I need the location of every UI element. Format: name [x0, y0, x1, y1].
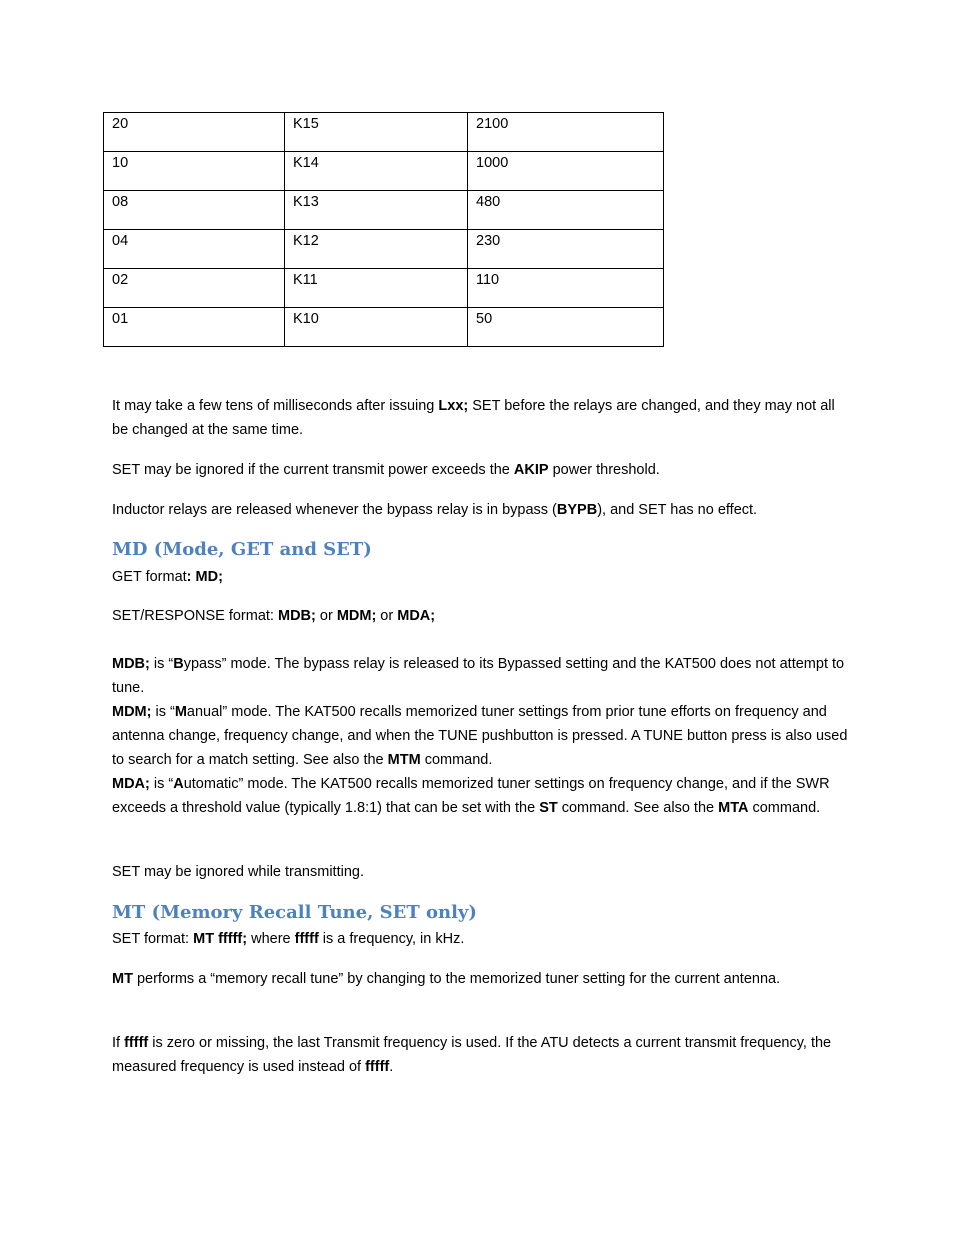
text-run: SET format: — [112, 931, 194, 947]
mt-set-format — [112, 927, 852, 951]
command-ref: Lxx; — [438, 398, 469, 414]
table-row — [104, 269, 664, 308]
text-run: command. — [748, 800, 821, 816]
command-ref: MTM — [387, 752, 421, 768]
text-run: SET may be ignored if the current transmit power exceeds the — [112, 462, 514, 478]
table-cell: K12 — [285, 230, 468, 269]
table-cell: 50 — [468, 308, 664, 347]
table-cell: K11 — [285, 269, 468, 308]
command-ref: AKIP — [513, 462, 549, 478]
section-heading-mt: MT (Memory Recall Tune, SET only) — [112, 902, 477, 923]
text-run: utomatic” mode. The KAT500 recalls memorized tuner settings on frequency change, and if the SWR exceeds a threshold value (typically 1.8:1) that can be set with the — [112, 776, 830, 816]
md-mode-descriptions — [112, 652, 852, 820]
text-run: SET may be ignored while transmitting. — [112, 864, 364, 880]
text-run: B — [173, 656, 184, 672]
text-run: SET/RESPONSE format: — [112, 608, 278, 624]
text-run: A — [173, 776, 184, 792]
text-run: command. — [420, 752, 493, 768]
table-cell: 1000 — [468, 152, 664, 191]
mdm-description — [112, 700, 852, 772]
table-cell: 110 — [468, 269, 664, 308]
section-heading-md: MD (Mode, GET and SET) — [112, 539, 372, 560]
table-cell: 08 — [104, 191, 285, 230]
table-cell: K14 — [285, 152, 468, 191]
table-row — [104, 113, 664, 152]
text-run: ), and SET has no effect. — [597, 502, 758, 518]
table-cell: 02 — [104, 269, 285, 308]
paragraph-power-threshold — [112, 458, 852, 482]
text-run: Inductor relays are released whenever the bypass relay is in bypass ( — [112, 502, 557, 518]
table-row — [104, 152, 664, 191]
table-row — [104, 308, 664, 347]
command-ref: MDA; — [112, 776, 150, 792]
mdb-description — [112, 652, 852, 700]
table-cell: 480 — [468, 191, 664, 230]
text-run: power threshold. — [548, 462, 660, 478]
text-run: command. See also the — [557, 800, 719, 816]
mda-description — [112, 772, 852, 820]
command-ref: MDM; — [112, 704, 152, 720]
command-ref: ST — [539, 800, 558, 816]
table-cell: 2100 — [468, 113, 664, 152]
text-run: or — [376, 608, 398, 624]
command-ref: MDM; — [336, 608, 377, 624]
command-ref: MDB; — [112, 656, 150, 672]
text-run: anual” mode. The KAT500 recalls memorized tuner settings from prior tune efforts on frequency and antenna change, frequency change, and when the TUNE pushbutton is pressed. A TUNE button press is also used to search for a match setting. See also the — [112, 704, 848, 768]
paragraph-relay-timing — [112, 394, 852, 442]
text-run: or — [315, 608, 337, 624]
table-cell: 04 — [104, 230, 285, 269]
command-ref: fffff — [124, 1035, 149, 1051]
table-cell: K15 — [285, 113, 468, 152]
text-run: It may take a few tens of milliseconds after issuing — [112, 398, 439, 414]
table-cell: 20 — [104, 113, 285, 152]
text-run: is “ — [149, 776, 174, 792]
mt-zero-frequency — [112, 1031, 852, 1079]
text-run: performs a “memory recall tune” by changing to the memorized tuner setting for the current antenna. — [132, 971, 781, 987]
text-run: If — [112, 1035, 125, 1051]
table-cell: 01 — [104, 308, 285, 347]
text-run: GET format — [112, 569, 187, 585]
text-run: is zero or missing, the last Transmit frequency is used. If the ATU detects a current transmit frequency, the measured frequency is used instead of — [112, 1035, 832, 1075]
command-ref: MT fffff; — [193, 931, 248, 947]
command-ref: BYPB — [556, 502, 598, 518]
md-set-format — [112, 604, 852, 628]
table-cell: K13 — [285, 191, 468, 230]
relay-value-table — [103, 112, 664, 347]
command-ref: MDA; — [397, 608, 436, 624]
command-ref: : MD; — [186, 569, 223, 585]
command-ref: fffff — [294, 931, 319, 947]
table-row — [104, 230, 664, 269]
text-run: SET before the relays are changed, and they may not all be changed at the same time. — [112, 398, 835, 438]
command-ref: MT — [112, 971, 133, 987]
command-ref: MTA — [718, 800, 749, 816]
paragraph-bypass-release — [112, 498, 852, 522]
mt-description — [112, 967, 852, 991]
table-cell: K10 — [285, 308, 468, 347]
text-run: . — [389, 1059, 394, 1075]
text-run: ypass” mode. The bypass relay is released to its Bypassed setting and the KAT500 does not attempt to tune. — [112, 656, 845, 696]
text-run: where — [247, 931, 295, 947]
table-row — [104, 191, 664, 230]
text-run: M — [174, 704, 187, 720]
text-run: is “ — [151, 704, 175, 720]
command-ref: MDB; — [278, 608, 316, 624]
md-transmit-note — [112, 860, 852, 884]
text-run: is “ — [149, 656, 174, 672]
table-cell: 10 — [104, 152, 285, 191]
command-ref: fffff — [365, 1059, 390, 1075]
table-cell: 230 — [468, 230, 664, 269]
text-run: is a frequency, in kHz. — [318, 931, 465, 947]
md-get-format — [112, 565, 852, 589]
